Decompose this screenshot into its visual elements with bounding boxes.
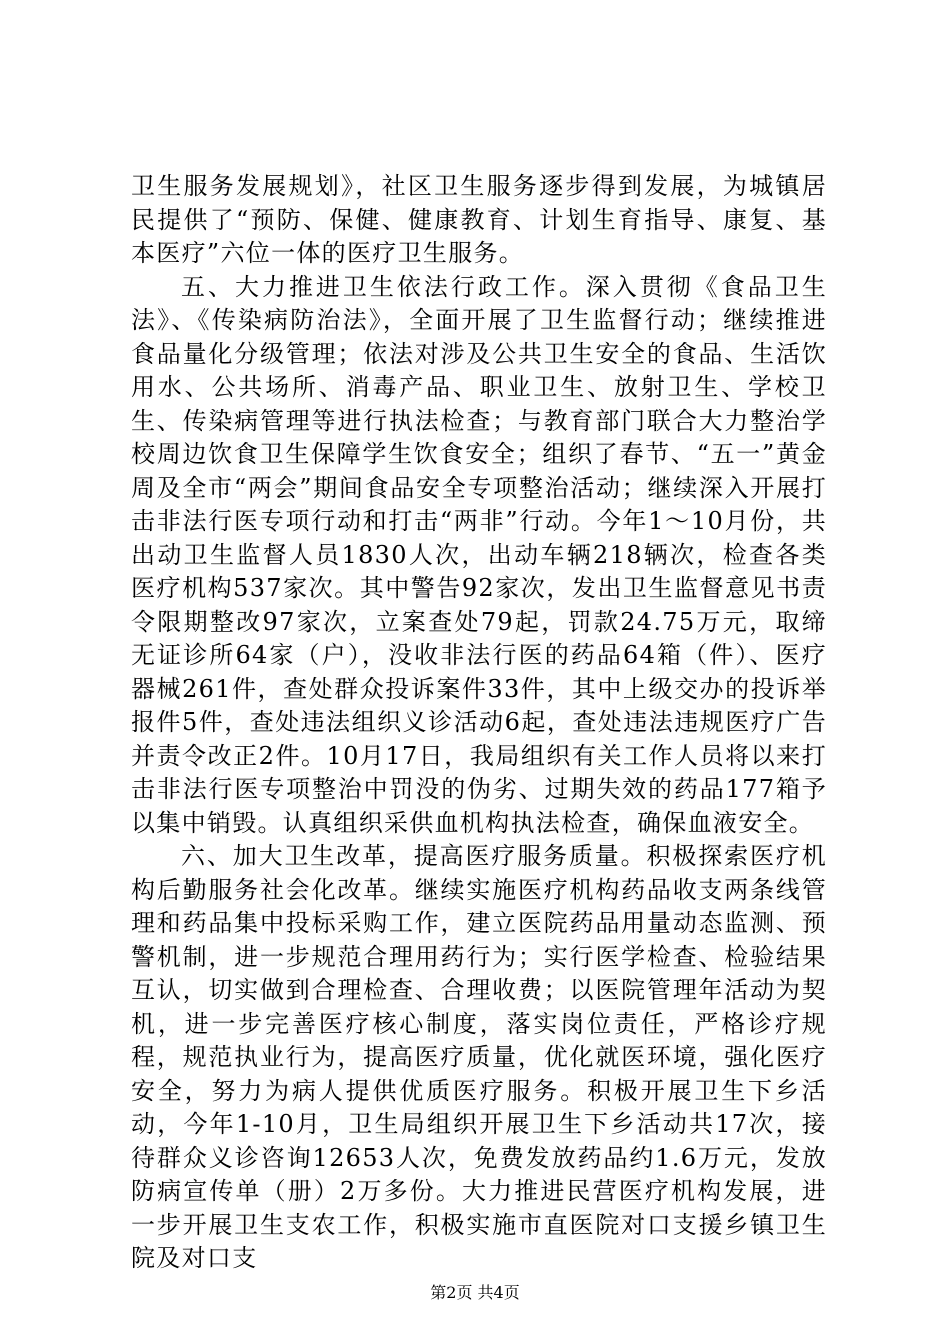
page-number-footer: 第2页 共4页	[430, 1283, 520, 1302]
paragraph-continuation: 卫生服务发展规划》，社区卫生服务逐步得到发展，为城镇居民提供了“预防、保健、健康教育、计划生育指导、康复、基本医疗”六位一体的医疗卫生服务。	[131, 172, 827, 267]
document-body	[131, 170, 827, 1276]
paragraph-section-six: 六、加大卫生改革，提高医疗服务质量。积极探索医疗机构后勤服务社会化改革。继续实施医疗机构药品收支两条线管理和药品集中投标采购工作，建立医院药品用量动态监测、预警机制，进一步规范合理用药行为；实行医学检查、检验结果互认，切实做到合理检查、合理收费；以医院管理年活动为契机，进一步完善医疗核心制度，落实岗位责任，严格诊疗规程，规范执业行为，提高医疗质量，优化就医环境，强化医疗安全，努力为病人提供优质医疗服务。积极开展卫生下乡活动，今年1-10月，卫生局组织开展卫生下乡活动共17次，接待群众义诊咨询12653人次，免费发放药品约1.6万元，发放防病宣传单（册）2万多份。大力推进民营医疗机构发展，进一步开展卫生支农工作，积极实施市直医院对口支援乡镇卫生院及对口支	[131, 842, 827, 1272]
paragraph-section-five: 五、大力推进卫生依法行政工作。深入贯彻《食品卫生法》、《传染病防治法》，全面开展了卫生监督行动；继续推进食品量化分级管理；依法对涉及公共卫生安全的食品、生活饮用水、公共场所、消毒产品、职业卫生、放射卫生、学校卫生、传染病管理等进行执法检查；与教育部门联合大力整治学校周边饮食卫生保障学生饮食安全；组织了春节、“五一”黄金周及全市“两会”期间食品安全专项整治活动；继续深入开展打击非法行医专项行动和打击“两非”行动。今年1～10月份，共出动卫生监督人员1830人次，出动车辆218辆次，检查各类医疗机构537家次。其中警告92家次，发出卫生监督意见书责令限期整改97家次，立案查处79起，罚款24.75万元，取缔无证诊所64家（户），没收非法行医的药品64箱（件）、医疗器械261件，查处群众投诉案件33件，其中上级交办的投诉举报件5件，查处违法组织义诊活动6起，查处违法违规医疗广告并责令改正2件。10月17日，我局组织有关工作人员将以来打击非法行医专项整治中罚没的伪劣、过期失效的药品177箱予以集中销毁。认真组织采供血机构执法检查，确保血液安全。	[131, 272, 827, 837]
